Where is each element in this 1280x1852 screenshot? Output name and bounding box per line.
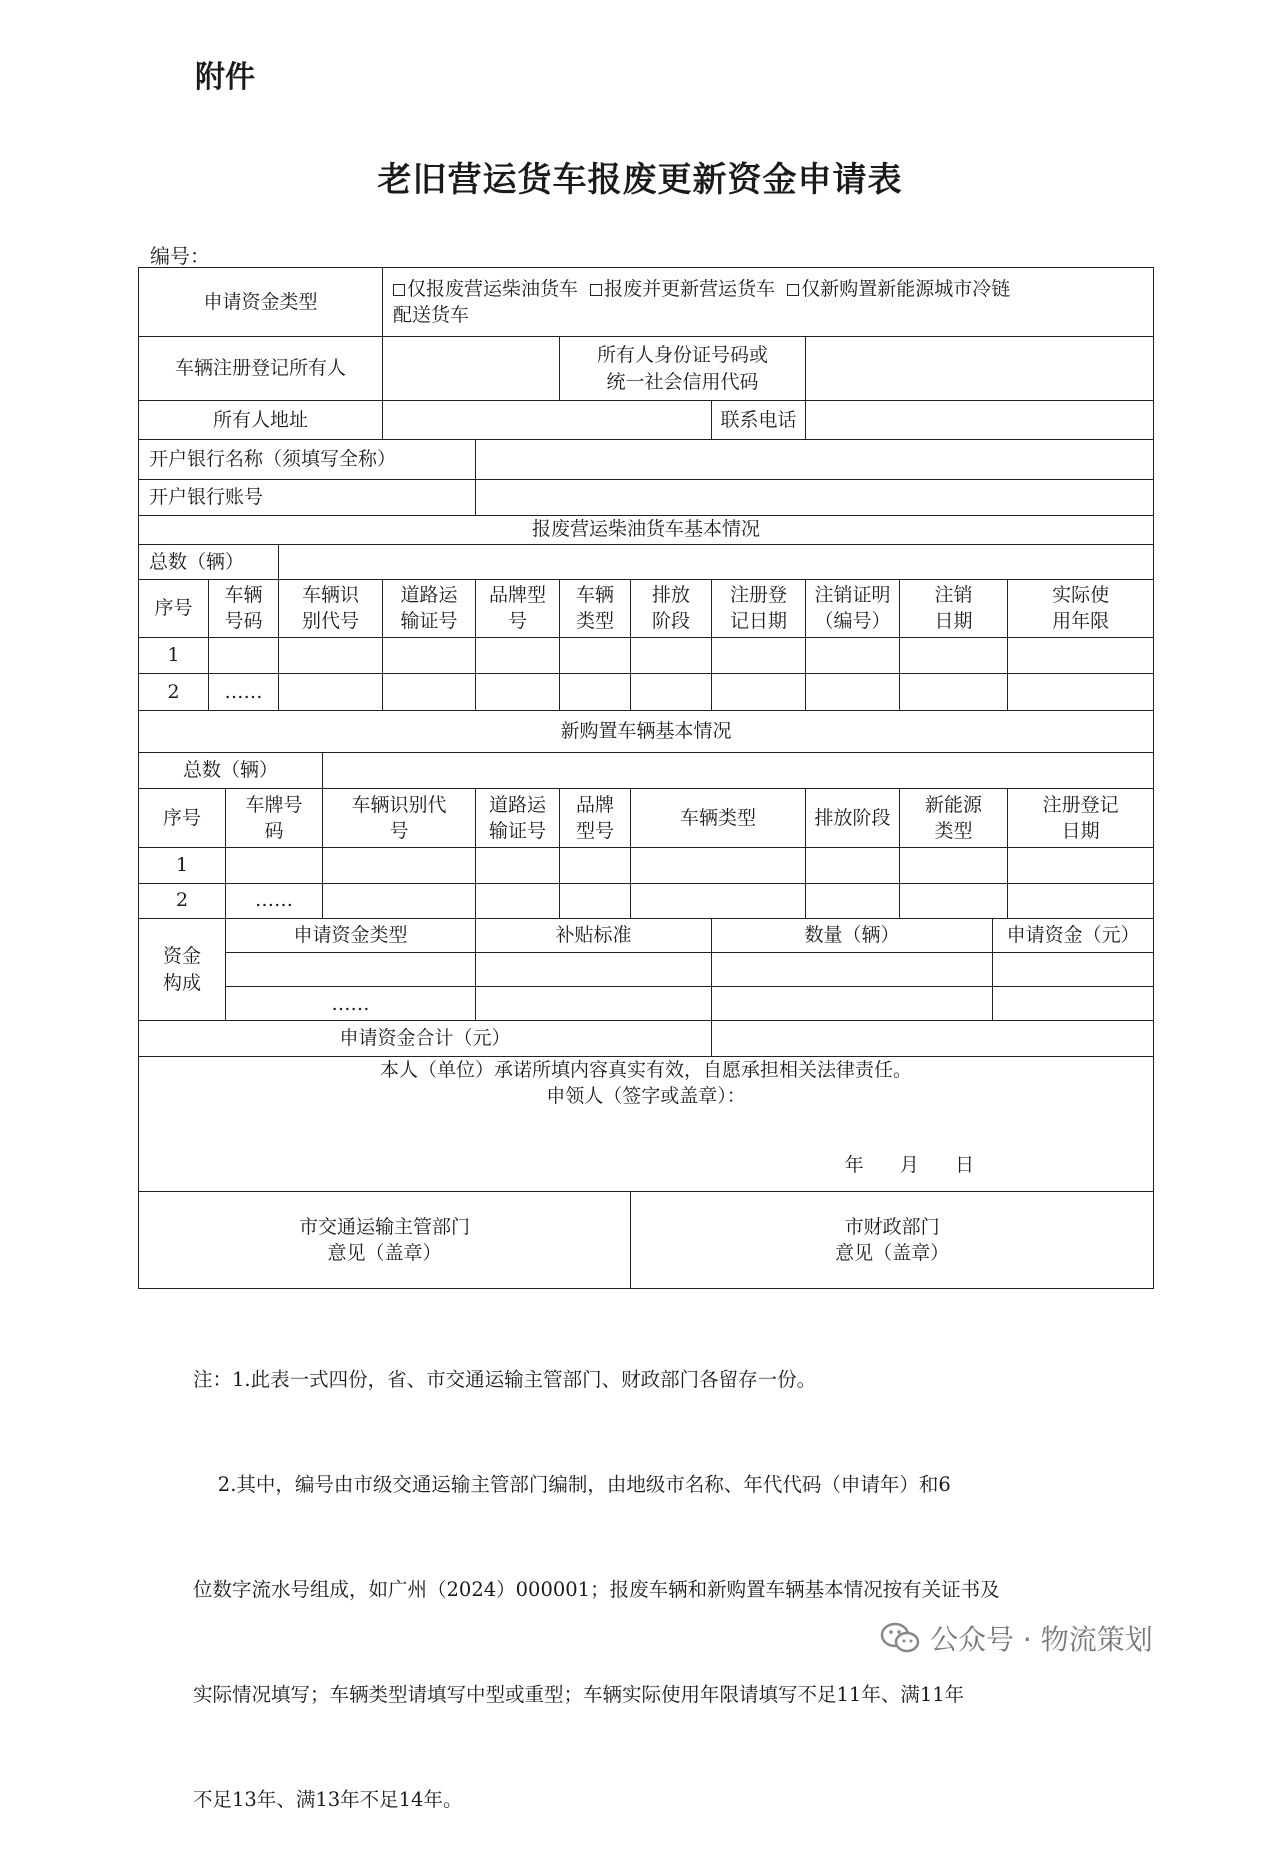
declaration-block: [139, 1056, 1154, 1192]
funds-header-standard: 补贴标准: [476, 918, 712, 952]
declaration-text: 本人（单位）承诺所填内容真实有效，自愿承担相关法律责任。: [380, 1058, 913, 1081]
note-2-line-3: 实际情况填写；车辆类型请填写中型或重型；车辆实际使用年限请填写不足11年、满11年: [193, 1683, 965, 1706]
new-header-reg-date: 注册登记 日期: [1008, 789, 1154, 848]
table-cell[interactable]: ……: [226, 987, 476, 1021]
table-cell[interactable]: [900, 637, 1008, 673]
new-header-energy: 新能源 类型: [900, 789, 1008, 848]
declaration-date: 年 月 日: [844, 1153, 975, 1176]
table-row: [139, 987, 1154, 1021]
table-cell[interactable]: [631, 848, 806, 883]
table-cell[interactable]: [560, 883, 631, 918]
new-header-permit: 道路运 输证号: [476, 789, 560, 848]
new-header-emission: 排放阶段: [806, 789, 900, 848]
scrap-header-permit: 道路运 输证号: [383, 579, 476, 637]
option-new-purchase-only[interactable]: 仅新购置新能源城市冷链: [787, 278, 1010, 300]
checkbox-icon[interactable]: [590, 284, 602, 296]
funds-total-field[interactable]: [712, 1021, 1154, 1056]
row-number: 1: [139, 637, 209, 673]
table-cell[interactable]: [1008, 674, 1154, 710]
table-cell[interactable]: [806, 674, 900, 710]
new-total-field[interactable]: [323, 752, 1154, 788]
table-cell[interactable]: [383, 674, 476, 710]
scrap-header-type: 车辆 类型: [560, 579, 631, 637]
table-cell[interactable]: [226, 953, 476, 987]
scrap-header-cancel-cert: 注销证明 （编号）: [806, 579, 900, 637]
table-cell[interactable]: [900, 848, 1008, 883]
signer-label: 申领人（签字或盖章）：: [546, 1085, 746, 1108]
notes: [193, 1292, 1093, 1852]
table-cell[interactable]: [1008, 848, 1154, 883]
table-cell[interactable]: [476, 674, 560, 710]
table-cell[interactable]: [1008, 637, 1154, 673]
bank-account-label: 开户银行账号: [139, 480, 476, 515]
owner-name-field[interactable]: [383, 337, 560, 400]
watermark-text: 公众号 · 物流策划: [930, 1623, 1153, 1656]
table-cell[interactable]: [712, 674, 806, 710]
table-cell[interactable]: [806, 848, 900, 883]
table-cell[interactable]: [279, 637, 383, 673]
table-cell[interactable]: [476, 953, 712, 987]
apply-type-label: 申请资金类型: [139, 268, 383, 337]
table-cell[interactable]: ……: [209, 674, 279, 710]
form-title: 老旧营运货车报废更新资金申请表: [377, 160, 903, 200]
table-cell[interactable]: [712, 953, 993, 987]
owner-id-label: 所有人身份证号码或 统一社会信用代码: [560, 337, 806, 400]
scrap-header-cancel-date: 注销 日期: [900, 579, 1008, 637]
bank-name-label: 开户银行名称（须填写全称）: [139, 440, 476, 480]
table-cell[interactable]: [806, 637, 900, 673]
owner-name-label: 车辆注册登记所有人: [139, 337, 383, 400]
funds-header-type: 申请资金类型: [226, 918, 476, 952]
scrap-total-field[interactable]: [279, 544, 1154, 579]
checkbox-icon[interactable]: [393, 284, 405, 296]
option-scrap-and-renew[interactable]: 报废并更新营运货车: [590, 278, 775, 300]
watermark: [880, 1618, 1153, 1658]
table-cell[interactable]: [476, 637, 560, 673]
table-cell[interactable]: [209, 637, 279, 673]
table-cell[interactable]: [476, 848, 560, 883]
scrap-header-seq: 序号: [139, 579, 209, 637]
finance-opinion-cell[interactable]: 市财政部门 意见（盖章）: [631, 1192, 1154, 1289]
table-cell[interactable]: [900, 883, 1008, 918]
scrap-section-title: 报废营运柴油货车基本情况: [139, 515, 1154, 544]
table-cell[interactable]: [900, 674, 1008, 710]
wechat-icon: [880, 1621, 920, 1655]
owner-id-field[interactable]: [806, 337, 1154, 400]
note-1: 注：1.此表一式四份，省、市交通运输主管部门、财政部门各留存一份。: [193, 1368, 817, 1391]
table-cell[interactable]: [1008, 883, 1154, 918]
table-row: [139, 637, 1154, 673]
bank-account-field[interactable]: [476, 480, 1154, 515]
scrap-header-reg-date: 注册登 记日期: [712, 579, 806, 637]
funds-composition-label: 资金 构成: [139, 918, 226, 1021]
row-number: 1: [139, 848, 226, 883]
table-cell[interactable]: ……: [226, 883, 323, 918]
note-2-line-1: 2.其中，编号由市级交通运输主管部门编制，由地级市名称、年代代码（申请年）和6: [193, 1473, 951, 1496]
funds-header-quantity: 数量（辆）: [712, 918, 993, 952]
attachment-label: 附件: [195, 60, 255, 95]
application-form-table: [138, 267, 1154, 1289]
row-number: 2: [139, 674, 209, 710]
table-cell[interactable]: [323, 848, 476, 883]
table-cell[interactable]: [631, 637, 712, 673]
option-tail-text: 配送货车: [393, 304, 470, 327]
scrap-header-vin: 车辆识 别代号: [279, 579, 383, 637]
table-cell[interactable]: [993, 987, 1154, 1021]
table-cell[interactable]: [226, 848, 323, 883]
note-2-line-2: 位数字流水号组成，如广州（2024）000001；报废车辆和新购置车辆基本情况按有关证书及: [193, 1578, 1000, 1601]
table-cell[interactable]: [476, 883, 560, 918]
funds-total-label: 申请资金合计（元）: [139, 1021, 712, 1056]
table-cell[interactable]: [806, 883, 900, 918]
new-header-brand: 品牌 型号: [560, 789, 631, 848]
scrap-header-years: 实际使 用年限: [1008, 579, 1154, 637]
bank-name-field[interactable]: [476, 440, 1154, 480]
new-header-vin: 车辆识别代 号: [323, 789, 476, 848]
apply-type-options: [383, 268, 1154, 337]
new-header-plate: 车牌号 码: [226, 789, 323, 848]
scrap-header-brand: 品牌型 号: [476, 579, 560, 637]
table-cell[interactable]: [560, 674, 631, 710]
table-cell[interactable]: [279, 674, 383, 710]
new-total-label: 总数（辆）: [139, 752, 323, 788]
new-section-title: 新购置车辆基本情况: [139, 710, 1154, 752]
table-row: [139, 674, 1154, 710]
table-row: [139, 953, 1154, 987]
scrap-header-emission: 排放 阶段: [631, 579, 712, 637]
table-row: [139, 848, 1154, 883]
scrap-header-plate: 车辆 号码: [209, 579, 279, 637]
owner-address-field[interactable]: [383, 400, 712, 439]
new-header-seq: 序号: [139, 789, 226, 848]
note-2-line-4: 不足13年、满13年不足14年。: [193, 1788, 463, 1811]
table-cell[interactable]: [560, 637, 631, 673]
table-cell[interactable]: [712, 637, 806, 673]
owner-address-label: 所有人地址: [139, 400, 383, 439]
table-cell[interactable]: [631, 674, 712, 710]
table-cell[interactable]: [560, 848, 631, 883]
table-cell[interactable]: [993, 953, 1154, 987]
scrap-total-label: 总数（辆）: [139, 544, 279, 579]
row-number: 2: [139, 883, 226, 918]
phone-label: 联系电话: [712, 400, 806, 439]
table-cell[interactable]: [383, 637, 476, 673]
new-header-type: 车辆类型: [631, 789, 806, 848]
transport-opinion-cell[interactable]: 市交通运输主管部门 意见（盖章）: [139, 1192, 631, 1289]
checkbox-icon[interactable]: [787, 284, 799, 296]
table-cell[interactable]: [631, 883, 806, 918]
table-cell[interactable]: [712, 987, 993, 1021]
option-scrap-only[interactable]: 仅报废营运柴油货车: [393, 278, 578, 300]
table-cell[interactable]: [476, 987, 712, 1021]
table-row: [139, 883, 1154, 918]
table-cell[interactable]: [323, 883, 476, 918]
serial-number-label: 编号：: [150, 244, 210, 268]
phone-field[interactable]: [806, 400, 1154, 439]
funds-header-amount: 申请资金（元）: [993, 918, 1154, 952]
